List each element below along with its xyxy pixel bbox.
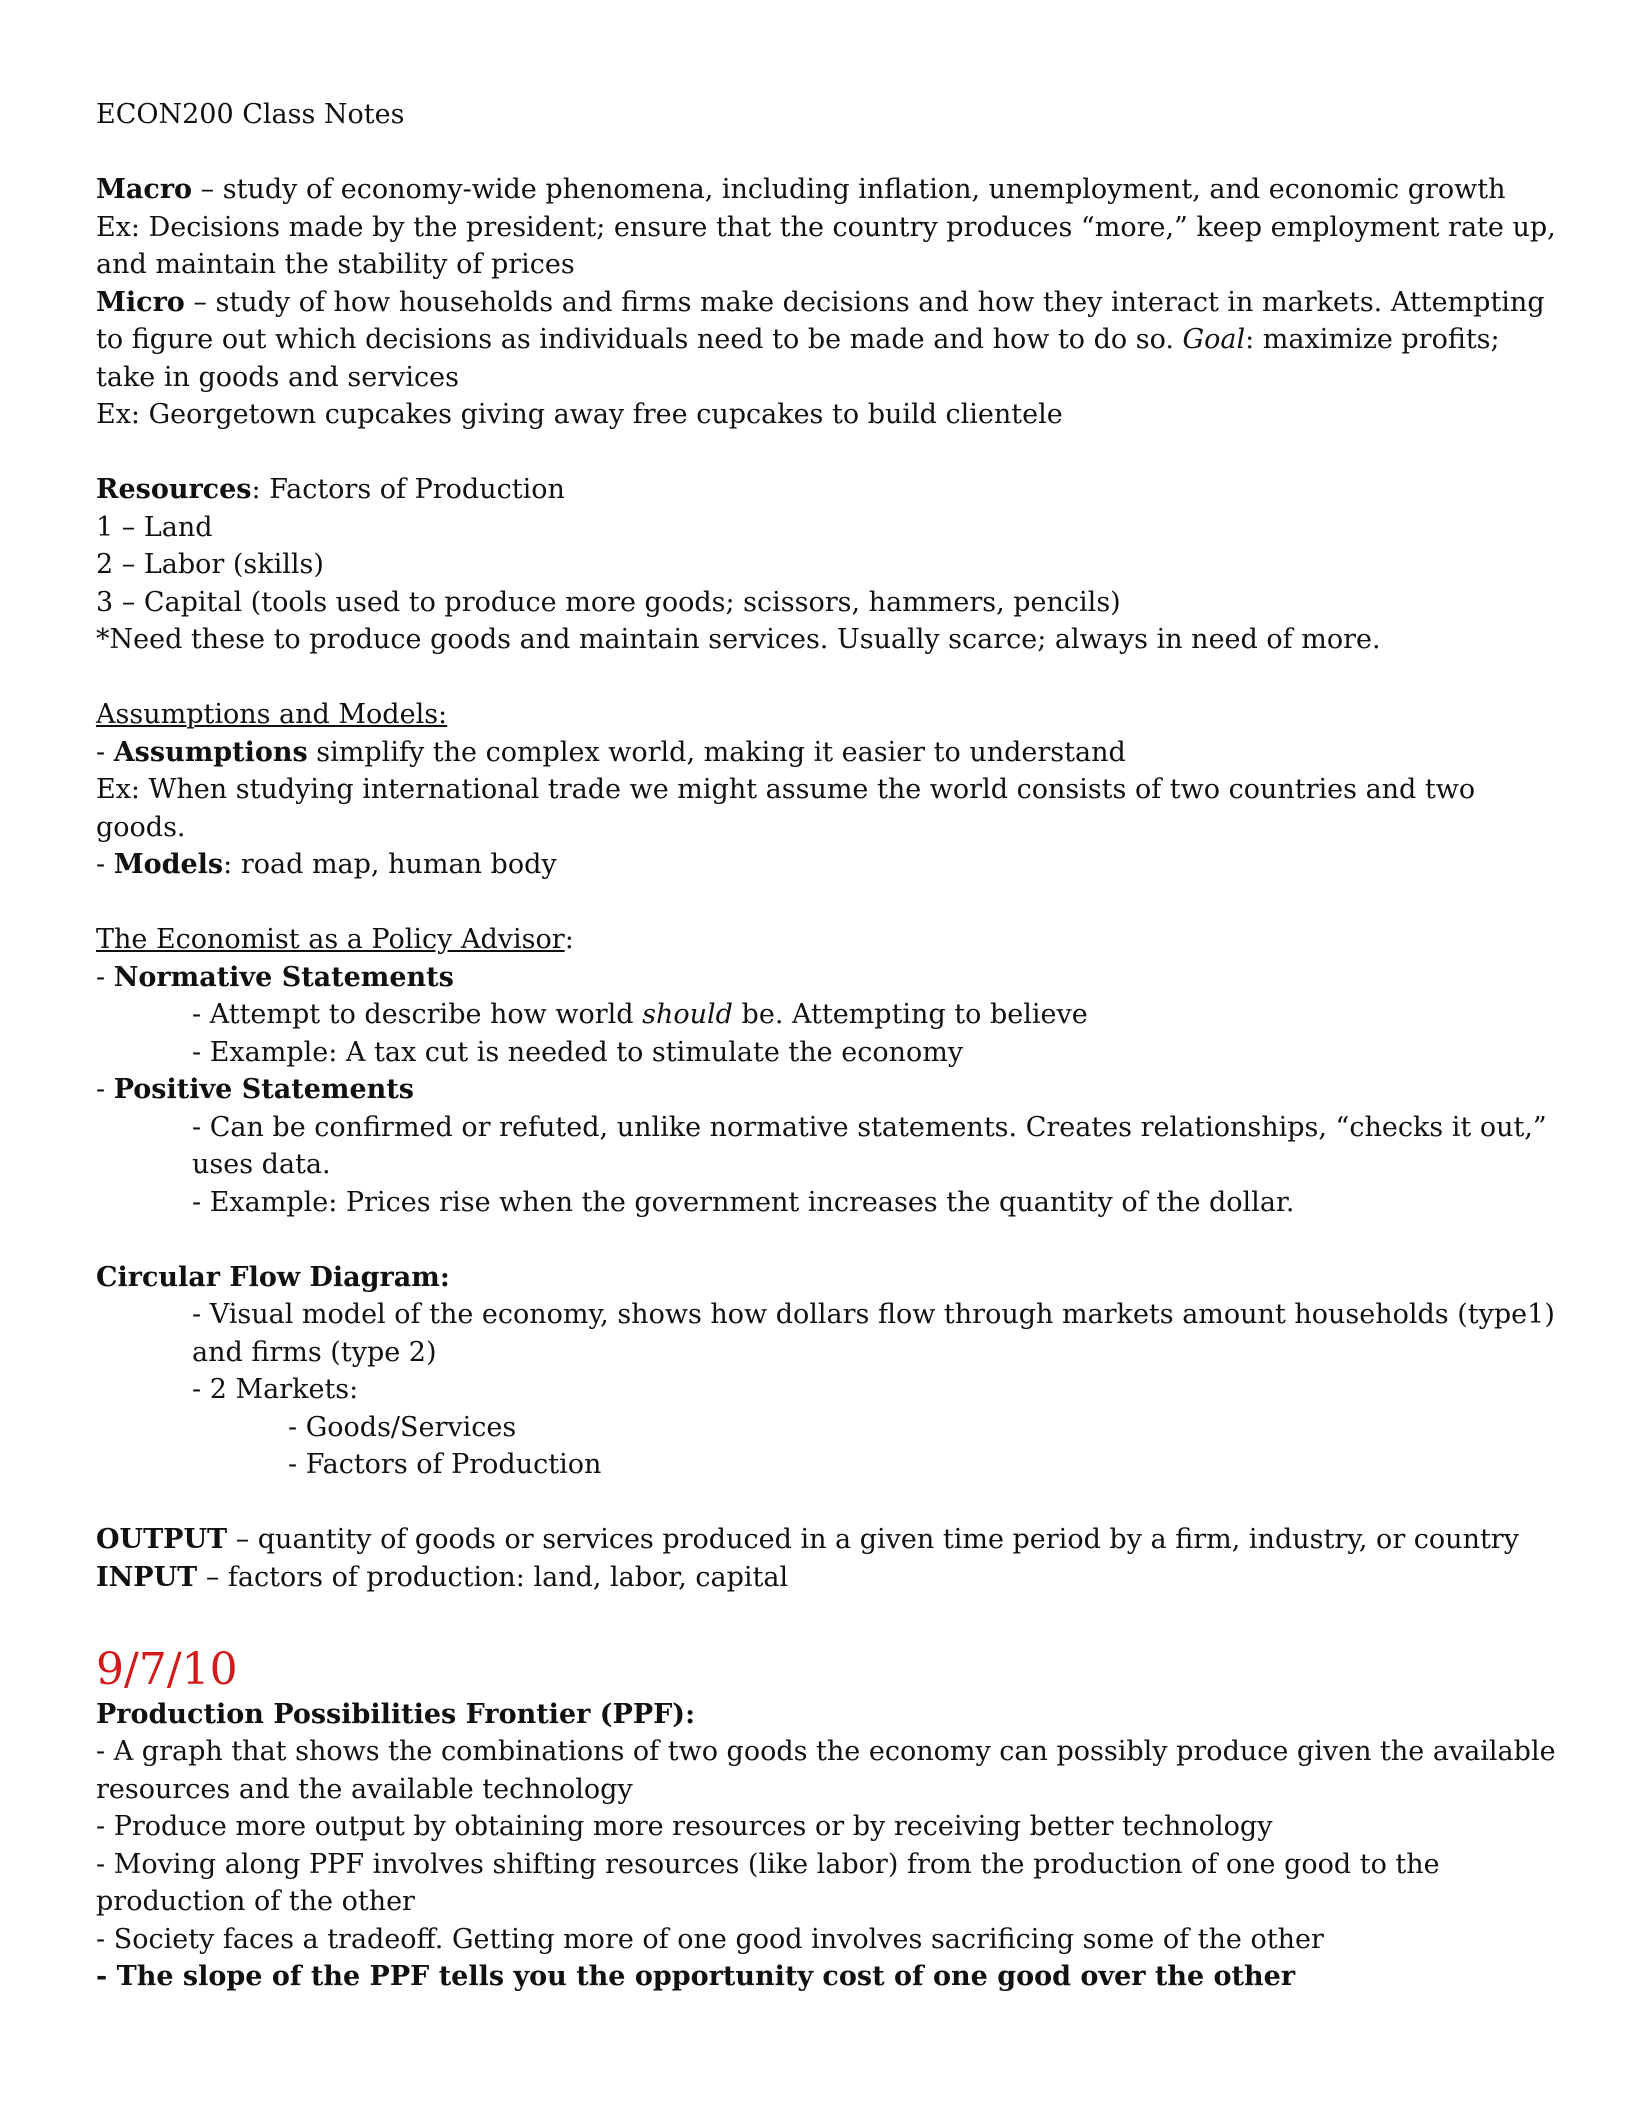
policy-heading-colon: : — [564, 924, 574, 955]
micro-term: Micro — [96, 286, 185, 318]
assumptions-def: simplify the complex world, making it easier to understand — [307, 736, 1126, 768]
assumptions-definition — [96, 734, 1560, 772]
document-title: ECON200 Class Notes — [96, 99, 405, 130]
models-term: Models — [113, 849, 224, 880]
assumptions-example: Ex: When studying international trade we might assume the world consists of two countries and two goods. — [96, 774, 1476, 843]
circular-heading — [96, 1259, 1560, 1297]
models-def: : road map, human body — [223, 849, 557, 880]
resources-subtitle: : Factors of Production — [251, 474, 565, 505]
macro-example: Ex: Decisions made by the president; ensure that the country produces “more,” keep employment rate up, and maintain the stability of prices — [96, 211, 1556, 280]
ppf-item: - Moving along PPF involves shifting resources (like labor) from the production of one good to the production of the other — [96, 1848, 1440, 1917]
policy-heading — [96, 921, 1560, 959]
macro-definition — [96, 171, 1560, 209]
positive-heading — [96, 1071, 1560, 1109]
ppf-item: - A graph that shows the combinations of two goods the economy can possibly produce given the available resources and the available technology — [96, 1736, 1556, 1805]
resources-heading — [96, 471, 1560, 509]
ppf-item: - Produce more output by obtaining more resources or by receiving better technology — [96, 1811, 1273, 1842]
normative-term: Normative Statements — [113, 961, 454, 993]
normative-item-a: - Attempt to describe how world — [192, 999, 643, 1030]
macro-term: Macro — [96, 174, 193, 205]
micro-example: Ex: Georgetown cupcakes giving away free cupcakes to build clientele — [96, 399, 1063, 430]
resources-term: Resources — [96, 474, 252, 505]
ppf-heading-text: Production Possibilities Frontier (PPF): — [96, 1698, 696, 1730]
circular-heading-text: Circular Flow Diagram: — [96, 1261, 450, 1293]
positive-example: - Example: Prices rise when the government increases the quantity of the dollar. — [192, 1186, 1295, 1218]
micro-def-a: – study of how households and firms make decisions and how they interact in markets. Attempting to figure out which decisions as individuals need to be made and how to do so. — [96, 286, 1545, 355]
circular-subitem: - Goods/Services — [288, 1411, 517, 1443]
circular-subitem: - Factors of Production — [288, 1449, 602, 1480]
positive-item: - Can be confirmed or refuted, unlike normative statements. Creates relationships, “checks it out,” uses data. — [192, 1111, 1547, 1180]
normative-item-b: be. Attempting to believe — [732, 999, 1088, 1030]
output-definition — [96, 1521, 1560, 1559]
resources-item: 3 – Capital (tools used to produce more goods; scissors, hammers, pencils) — [96, 586, 1121, 618]
ppf-slope-text: - The slope of the PPF tells you the opportunity cost of one good over the other — [96, 1961, 1296, 1992]
models-definition — [96, 846, 1560, 884]
micro-definition — [96, 284, 1560, 397]
output-term: OUTPUT — [96, 1524, 228, 1555]
normative-item — [96, 996, 1560, 1034]
date-heading: 9/7/10 — [96, 1643, 238, 1695]
normative-example: - Example: A tax cut is needed to stimulate the economy — [192, 1036, 964, 1068]
resources-item: 1 – Land — [96, 511, 213, 543]
bullet-dash: - — [96, 849, 114, 880]
input-definition — [96, 1559, 1560, 1597]
micro-goal-label: Goal — [1182, 324, 1246, 355]
input-term: INPUT — [96, 1561, 198, 1593]
ppf-slope-note — [96, 1958, 1560, 1996]
bullet-dash: - — [96, 961, 114, 993]
positive-term: Positive Statements — [113, 1074, 414, 1105]
bullet-dash: - — [96, 1074, 114, 1105]
resources-item: 2 – Labor (skills) — [96, 549, 324, 580]
normative-item-emphasis: should — [642, 999, 733, 1030]
input-def: – factors of production: land, labor, capital — [197, 1561, 789, 1593]
micro-def-b: : maximize profits; take in goods and services — [96, 324, 1500, 393]
assumptions-heading: Assumptions and Models: — [96, 699, 448, 730]
bullet-dash: - — [96, 736, 114, 768]
ppf-heading — [96, 1696, 1560, 1734]
ppf-item: - Society faces a tradeoff. Getting more of one good involves sacrificing some of the other — [96, 1923, 1324, 1955]
circular-item: - 2 Markets: — [192, 1374, 359, 1405]
circular-item: - Visual model of the economy, shows how dollars flow through markets amount households (type1) and firms (type 2) — [192, 1299, 1555, 1368]
resources-note: *Need these to produce goods and maintain services. Usually scarce; always in need of more. — [96, 624, 1381, 655]
output-def: – quantity of goods or services produced in a given time period by a firm, industry, or country — [227, 1524, 1519, 1555]
macro-def: – study of economy-wide phenomena, including inflation, unemployment, and economic growth — [192, 174, 1506, 205]
policy-heading-text: The Economist as a Policy Advisor — [96, 924, 565, 955]
assumptions-term: Assumptions — [113, 736, 308, 768]
normative-heading — [96, 959, 1560, 997]
